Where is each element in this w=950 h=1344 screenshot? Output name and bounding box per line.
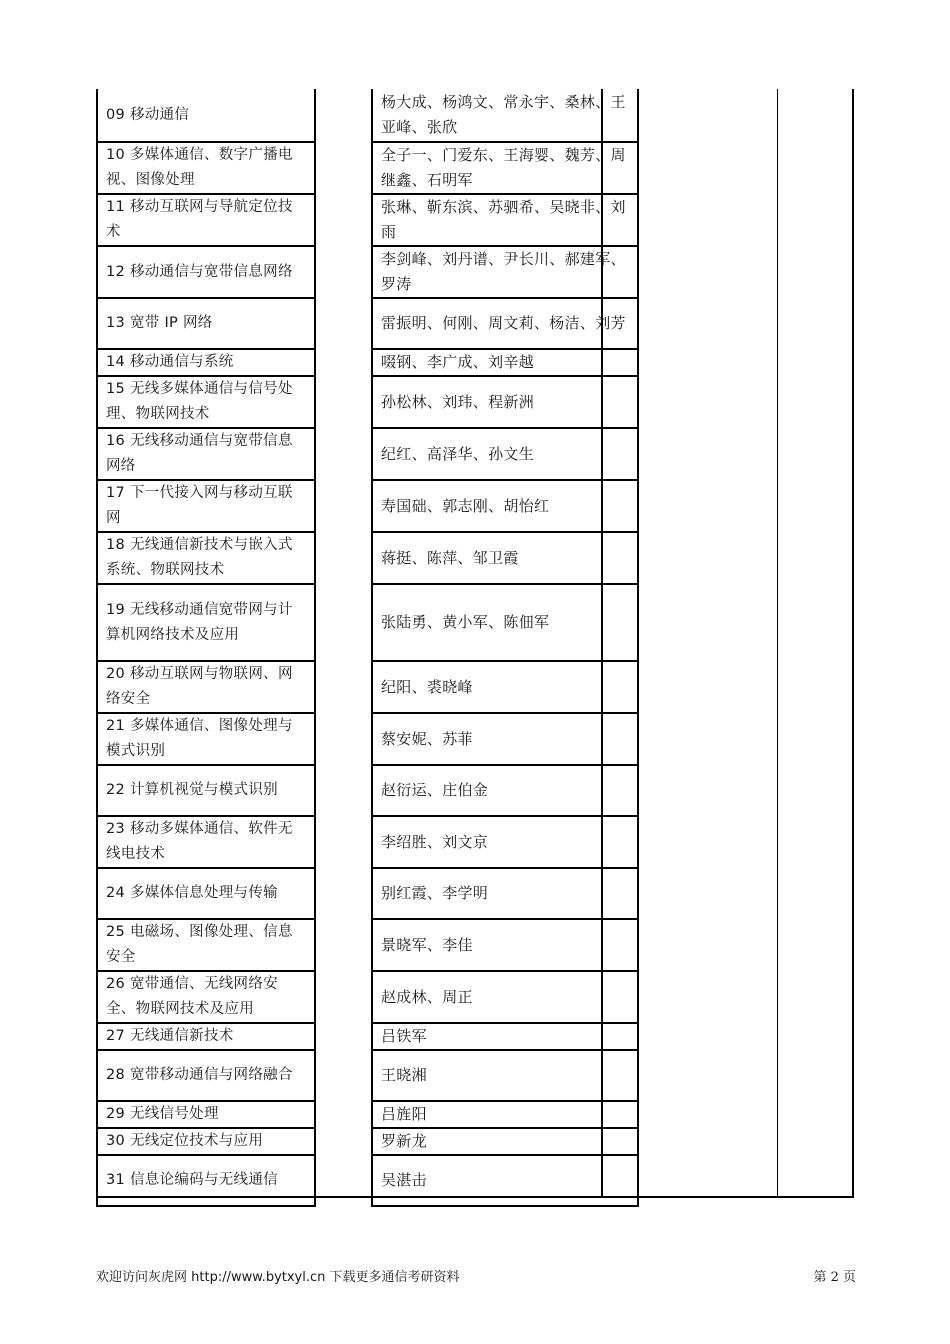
tutor-names-text: 雷振明、何刚、周文莉、杨洁、刘芳 [381, 314, 626, 332]
empty-cell [315, 868, 372, 919]
major-cell [97, 1050, 315, 1101]
research-direction-text: 24 多媒体信息处理与传输 [106, 885, 278, 901]
tutor-cell [372, 816, 638, 868]
tutor-cell [372, 532, 638, 584]
table-row [97, 89, 638, 142]
research-direction-text: 21 多媒体通信、图像处理与模式识别 [106, 718, 293, 759]
research-direction-text: 14 移动通信与系统 [106, 354, 234, 370]
major-cell [97, 298, 315, 349]
tutor-cell [372, 480, 638, 532]
table-row [97, 919, 638, 971]
table-row [97, 1023, 638, 1050]
empty-cell [315, 246, 372, 298]
empty-cell [315, 919, 372, 971]
tutor-cell [372, 428, 638, 480]
table-row [97, 532, 638, 584]
table-row [97, 1155, 638, 1206]
tutor-names-text: 李剑峰、刘丹谱、尹长川、郝建军、罗涛 [381, 250, 626, 293]
empty-cell [315, 298, 372, 349]
research-direction-text: 25 电磁场、图像处理、信息安全 [106, 924, 293, 965]
tutor-names-text: 张琳、靳东滨、苏驷希、吴晓非、刘雨 [381, 198, 626, 241]
major-cell [97, 1023, 315, 1050]
tutor-names-text: 吕旌阳 [381, 1105, 427, 1123]
major-cell [97, 1155, 315, 1206]
empty-cell [315, 816, 372, 868]
tutor-names-text: 罗新龙 [381, 1132, 427, 1150]
page-number: 第 2 页 [813, 1270, 856, 1285]
research-direction-text: 09 移动通信 [106, 106, 190, 123]
table-row [97, 816, 638, 868]
major-cell [97, 1101, 315, 1128]
tutor-names-text: 吕铁军 [381, 1027, 427, 1045]
research-direction-text: 18 无线通信新技术与嵌入式系统、物联网技术 [106, 537, 293, 578]
research-direction-text: 10 多媒体通信、数字广播电视、图像处理 [106, 147, 293, 188]
table-row [97, 194, 638, 246]
tutor-names-text: 啜钢、李广成、刘辛越 [381, 353, 535, 371]
empty-cell [315, 1101, 372, 1128]
research-direction-text: 17 下一代接入网与移动互联网 [106, 485, 293, 526]
table-row [97, 1050, 638, 1101]
empty-cell [315, 971, 372, 1023]
table-row [97, 971, 638, 1023]
major-cell [97, 919, 315, 971]
research-direction-text: 28 宽带移动通信与网络融合 [106, 1067, 293, 1083]
empty-cell [315, 376, 372, 428]
major-cell [97, 765, 315, 816]
major-cell [97, 376, 315, 428]
tutor-cell [372, 142, 638, 194]
tutor-names-text: 寿国础、郭志刚、胡怡红 [381, 496, 550, 515]
tutor-names-text: 赵成林、周正 [381, 987, 473, 1006]
tutor-names-text: 李绍胜、刘文京 [381, 832, 489, 851]
tutor-names-text: 张陆勇、黄小军、陈佃军 [381, 613, 550, 631]
major-cell [97, 194, 315, 246]
tutor-names-text: 赵衍运、庄伯金 [381, 781, 489, 799]
tutor-cell [372, 1023, 638, 1050]
empty-cell [315, 765, 372, 816]
tutor-names-text: 蒋挺、陈萍、邹卫霞 [381, 548, 519, 567]
table-row [97, 1128, 638, 1155]
table-row [97, 868, 638, 919]
tutor-cell [372, 584, 638, 661]
empty-cell [315, 142, 372, 194]
empty-cell [315, 713, 372, 765]
major-cell [97, 246, 315, 298]
tutor-cell [372, 376, 638, 428]
research-direction-text: 22 计算机视觉与模式识别 [106, 782, 278, 798]
tutor-names-text: 纪阳、裘晓峰 [381, 677, 473, 696]
table-row [97, 713, 638, 765]
research-direction-text: 16 无线移动通信与宽带信息网络 [106, 433, 293, 474]
page-footer [96, 1266, 856, 1286]
tutor-cell [372, 765, 638, 816]
tutor-cell [372, 1155, 638, 1206]
table-row [97, 661, 638, 713]
major-cell [97, 480, 315, 532]
major-cell [97, 1128, 315, 1155]
tutor-cell [372, 1050, 638, 1101]
research-direction-text: 11 移动互联网与导航定位技术 [106, 199, 293, 240]
major-cell [97, 816, 315, 868]
table-row [97, 480, 638, 532]
tutor-cell [372, 661, 638, 713]
empty-cell [315, 584, 372, 661]
footer-suffix: 下载更多通信考研资料 [329, 1270, 460, 1285]
tutor-cell [372, 713, 638, 765]
tutor-cell [372, 298, 638, 349]
research-direction-text: 20 移动互联网与物联网、网络安全 [106, 666, 293, 707]
research-direction-text: 30 无线定位技术与应用 [106, 1133, 264, 1149]
research-direction-text: 31 信息论编码与无线通信 [106, 1172, 278, 1188]
footer-url-link[interactable]: http://www.bytxyl.cn [191, 1270, 326, 1285]
research-direction-text: 27 无线通信新技术 [106, 1028, 234, 1044]
tutor-cell [372, 349, 638, 376]
tutor-names-text: 全子一、门爱东、王海婴、魏芳、周继鑫、石明军 [381, 146, 626, 189]
empty-cell [315, 1050, 372, 1101]
major-cell [97, 713, 315, 765]
empty-cell [315, 1023, 372, 1050]
research-direction-text: 26 宽带通信、无线网络安全、物联网技术及应用 [106, 976, 278, 1017]
table-row [97, 1101, 638, 1128]
table-row [97, 246, 638, 298]
advisor-table [96, 89, 639, 1207]
column-divider-remarks [777, 89, 778, 1197]
table-row [97, 376, 638, 428]
research-direction-text: 13 宽带 IP 网络 [106, 315, 213, 331]
empty-cell [315, 194, 372, 246]
table-row [97, 142, 638, 194]
tutor-names-text: 别红霞、李学明 [381, 884, 489, 902]
empty-cell [315, 1155, 372, 1206]
advisor-table-body [97, 89, 638, 1206]
major-cell [97, 532, 315, 584]
tutor-cell [372, 919, 638, 971]
empty-cell [315, 480, 372, 532]
table-row [97, 349, 638, 376]
empty-cell [315, 89, 372, 142]
major-cell [97, 89, 315, 142]
tutor-cell [372, 89, 638, 142]
major-cell [97, 349, 315, 376]
major-cell [97, 428, 315, 480]
tutor-cell [372, 194, 638, 246]
research-direction-text: 19 无线移动通信宽带网与计算机网络技术及应用 [106, 601, 293, 643]
tutor-names-text: 吴湛击 [381, 1171, 427, 1189]
column-divider-table-right [852, 89, 854, 1197]
research-direction-text: 15 无线多媒体通信与信号处理、物联网技术 [106, 381, 293, 422]
table-row [97, 765, 638, 816]
tutor-names-text: 杨大成、杨鸿文、常永宇、桑林、王亚峰、张欣 [381, 93, 626, 136]
tutor-names-text: 孙松林、刘玮、程新洲 [381, 392, 535, 411]
tutor-names-text: 王晓湘 [381, 1066, 427, 1084]
tutor-cell [372, 1101, 638, 1128]
major-cell [97, 142, 315, 194]
table-row [97, 584, 638, 661]
empty-cell [315, 1128, 372, 1155]
empty-cell [315, 661, 372, 713]
tutor-cell [372, 246, 638, 298]
footer-prefix: 欢迎访问灰虎网 [96, 1270, 188, 1285]
footer-left [96, 1266, 460, 1285]
tutor-cell [372, 868, 638, 919]
research-direction-text: 23 移动多媒体通信、软件无线电技术 [106, 821, 293, 862]
research-direction-text: 29 无线信号处理 [106, 1106, 219, 1122]
tutor-cell [372, 971, 638, 1023]
major-cell [97, 661, 315, 713]
tutor-names-text: 景晓军、李佳 [381, 935, 473, 954]
major-cell [97, 584, 315, 661]
table-row [97, 428, 638, 480]
empty-cell [315, 428, 372, 480]
tutor-cell [372, 1128, 638, 1155]
major-cell [97, 971, 315, 1023]
tutor-names-text: 蔡安妮、苏菲 [381, 729, 473, 748]
tutor-names-text: 纪红、高泽华、孙文生 [381, 444, 535, 463]
empty-cell [315, 349, 372, 376]
research-direction-text: 12 移动通信与宽带信息网络 [106, 263, 293, 280]
table-row [97, 298, 638, 349]
empty-cell [315, 532, 372, 584]
major-cell [97, 868, 315, 919]
